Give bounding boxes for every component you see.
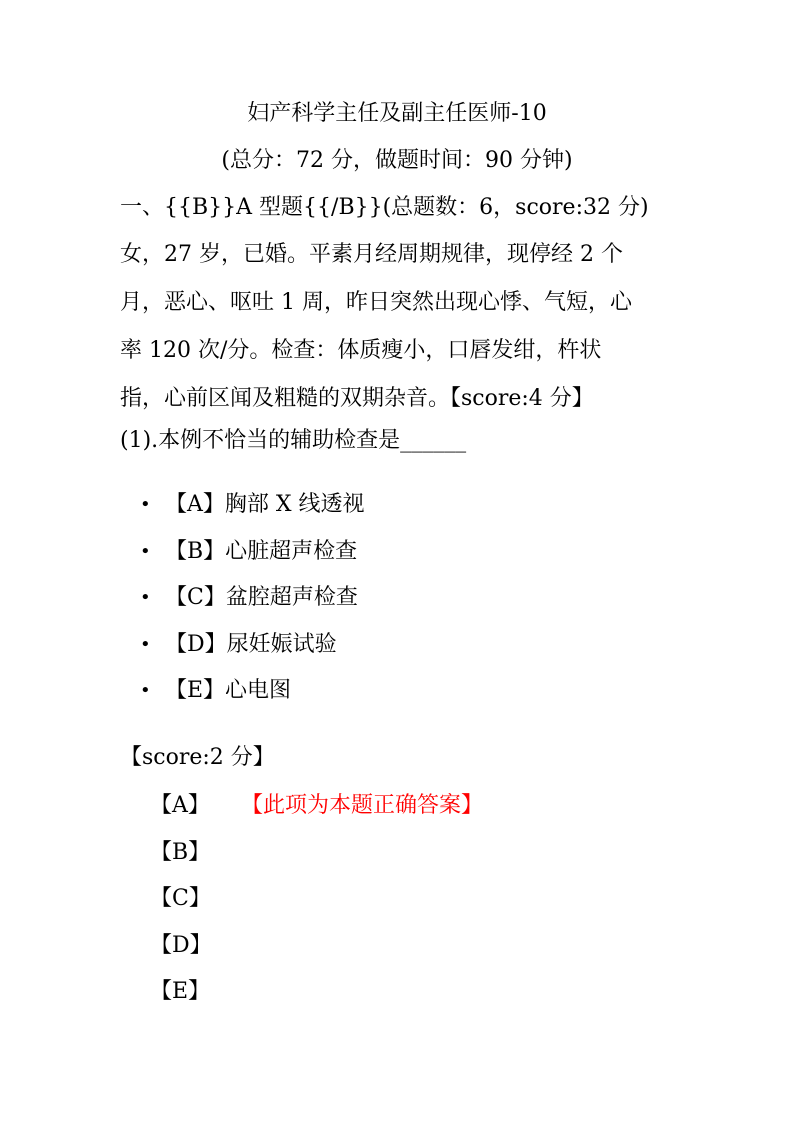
option-c — [140, 578, 365, 625]
answer-letter: 【A】 — [150, 793, 210, 818]
correct-answer-mark: 【此项为本题正确答案】 — [241, 793, 484, 818]
answer-row-e — [150, 976, 483, 1023]
answer-letter: 【B】 — [150, 839, 211, 865]
case-line: 月，恶心、呕吐 1 周，昨日突然出现心悸、气短，心 — [120, 290, 632, 315]
case-line: 率 120 次/分。检查：体质瘦小，口唇发绀，杵状 — [120, 338, 602, 363]
answer-row-b — [150, 837, 483, 884]
section-heading: 一、{{B}}A 型题{{/B}}(总题数：6，score:32 分) — [120, 195, 649, 220]
exam-info: (总分：72 分，做题时间：90 分钟) — [221, 148, 573, 173]
bullet-icon: • — [140, 540, 151, 562]
answer-letter: 【D】 — [150, 932, 212, 958]
answer-row-d — [150, 930, 483, 977]
case-line: 女，27 岁，已婚。平素月经周期规律，现停经 2 个 — [120, 242, 623, 267]
answer-list — [150, 790, 483, 1023]
bullet-icon: • — [140, 680, 151, 701]
case-line: 指，心前区闻及粗糙的双期杂音。【score:4 分】 — [120, 386, 594, 411]
bullet-icon: • — [140, 494, 151, 515]
bullet-icon: • — [140, 633, 151, 655]
answer-letter: 【E】 — [150, 979, 211, 1004]
option-label: 【A】胸部 X 线透视 — [165, 492, 365, 517]
option-d — [140, 625, 365, 672]
option-e — [140, 671, 365, 718]
option-a — [140, 485, 365, 532]
option-b — [140, 532, 365, 579]
answer-letter: 【C】 — [150, 886, 211, 911]
option-list — [140, 485, 365, 718]
bullet-icon: • — [140, 587, 151, 608]
answer-row-c — [150, 883, 483, 930]
answer-row-a — [150, 790, 483, 837]
option-label: 【E】心电图 — [165, 678, 292, 703]
question-text: (1).本例不恰当的辅助检查是______ — [120, 428, 467, 453]
case-description — [120, 235, 675, 427]
option-label: 【C】盆腔超声检查 — [165, 585, 358, 610]
option-label: 【B】心脏超声检查 — [165, 538, 358, 564]
page-title: 妇产科学主任及副主任医师-10 — [247, 101, 547, 126]
option-label: 【D】尿妊娠试验 — [165, 631, 337, 657]
answer-score: 【score:2 分】 — [120, 745, 275, 770]
